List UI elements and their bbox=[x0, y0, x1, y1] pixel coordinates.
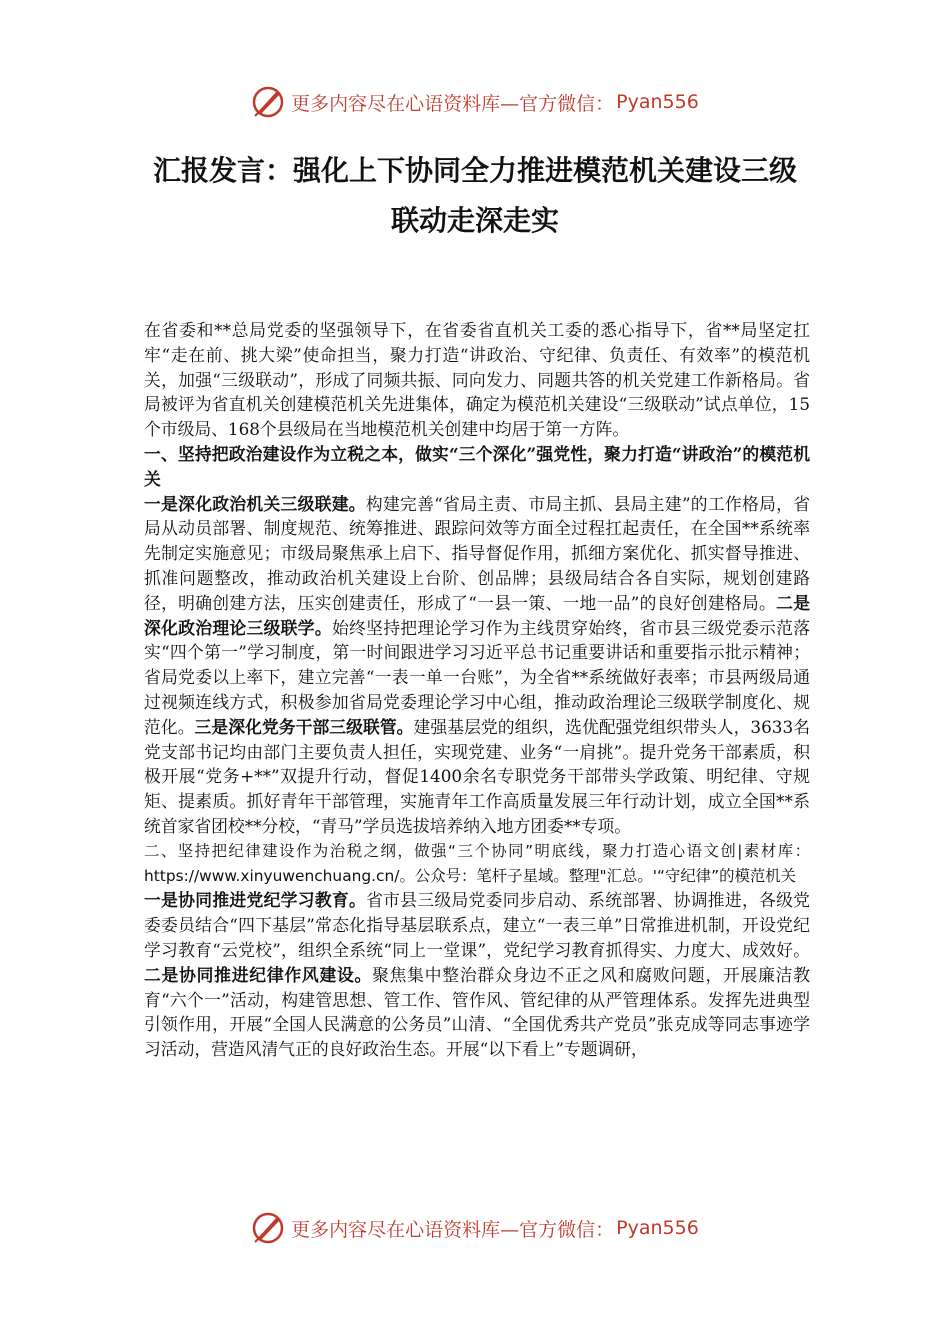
watermark-banner-top bbox=[0, 78, 950, 126]
section2-lead-2: 二是协同推进纪律作风建设。 bbox=[144, 964, 373, 985]
section1-lead-2: 二是深化政治理论三级联学。 bbox=[144, 592, 810, 638]
title-line-1: 汇报发言：强化上下协同全力推进模范机关建设三级 bbox=[152, 154, 797, 187]
section1-text-3: 建强基层党的组织，选优配强党组织带头人，3633名党支部书记均由部门主要负责人担任，实现党建、业务“一肩挑”。提升党务干部素质，积极开展“党务+**”双提升行动，督促1400余名专职党务干部带头学政策、明纪律、守规矩、提素质。抓好青年干部管理，实施青年工作高质量发展三年行动计划，成立全国**系统首家省团校**分校，“青马”学员选拔培养纳入地方团委**专项。 bbox=[144, 716, 810, 836]
section2-text-1: 省市县三级局党委同步启动、系统部署、协调推进，各级党委委员结合“四下基层”常态化指导基层联系点，建立“一表三单”日常推进机制，开设党纪学习教育“云党校”，组织全系统“同上一堂课”，党纪学习教育抓得实、力度大、成效好。 bbox=[144, 890, 810, 960]
section1-lead-1: 一是深化政治机关三级联建。 bbox=[144, 493, 366, 514]
section1-text-2: 始终坚持把理论学习作为主线贯穿始终，省市县三级党委示范落实“四个第一”学习制度，第一时间跟进学习习近平总书记重要讲话和重要指示批示精神；省局党委以上率下，建立完善“一表一单一台账”，为全省**系统做好表率；市县两级局通过视频连线方式，积极参加省局党委理论学习中心组，推动政治理论三级联学制度化、规范化。 bbox=[144, 617, 810, 737]
document-title bbox=[140, 146, 810, 246]
document-body bbox=[144, 318, 810, 1062]
section1-paragraph bbox=[144, 492, 810, 839]
quill-pen-circle-icon bbox=[251, 1211, 285, 1245]
quill-pen-circle-icon bbox=[251, 85, 285, 119]
watermark-text: 更多内容尽在心语资料库—官方微信： bbox=[291, 1218, 615, 1241]
section2-lead-1: 一是协同推进党纪学习教育。 bbox=[144, 890, 367, 911]
section1-lead-3: 三是深化党务干部三级联管。 bbox=[194, 716, 414, 737]
watermark-wechat-id: Pyan556 bbox=[616, 1217, 699, 1239]
section2-text-2: 聚焦集中整治群众身边不正之风和腐败问题，开展廉洁教育“六个一”活动，构建管思想、管工作、管作风、管纪律的从严管理体系。发挥先进典型引领作用，开展“全国人民满意的公务员”山清、“全国优秀共产党员”张克成等同志事迹学习活动，营造风清气正的良好政治生态。开展“以下看上”专题调研， bbox=[144, 964, 810, 1060]
title-line-2: 联动走深走实 bbox=[390, 204, 559, 237]
watermark-banner-bottom bbox=[0, 1204, 950, 1252]
section2-heading: 二、坚持把纪律建设作为治税之纲，做强“三个协同”明底线，聚力打造心语文创|素材库：https://www.xinyuwenchuang.cn/。公众号：笔杆子星域。整理"汇总。'“守纪律”的模范机关 bbox=[144, 841, 810, 885]
section1-heading: 一、坚持把政治建设作为立税之本，做实“三个深化”强党性，聚力打造“讲政治”的模范机关 bbox=[144, 443, 810, 489]
watermark-wechat-id: Pyan556 bbox=[616, 91, 699, 113]
section1-text-1: 构建完善“省局主责、市局主抓、县局主建”的工作格局，省局从动员部署、制度规范、统筹推进、跟踪问效等方面全过程扛起责任，在全国**系统率先制定实施意见；市级局聚焦承上启下、指导督促作用，抓细方案优化、抓实督导推进、抓准问题整改，推动政治机关建设上台阶、创品牌；县级局结合各自实际，规划创建路径，明确创建方法，压实创建责任，形成了“一县一策、一地一品”的良好创建格局。 bbox=[144, 493, 810, 613]
intro-paragraph: 在省委和**总局党委的坚强领导下，在省委省直机关工委的悉心指导下，省**局坚定扛牢“走在前、挑大梁”使命担当，聚力打造“讲政治、守纪律、负责任、有效率”的模范机关，加强“三级联动”，形成了同频共振、同向发力、同题共答的机关党建工作新格局。省局被评为省直机关创建模范机关先进集体，确定为模范机关建设“三级联动”试点单位，15个市级局、168个县级局在当地模范机关创建中均居于第一方阵。 bbox=[144, 320, 810, 440]
watermark-text: 更多内容尽在心语资料库—官方微信： bbox=[291, 92, 615, 115]
section2-paragraph bbox=[144, 888, 810, 1062]
